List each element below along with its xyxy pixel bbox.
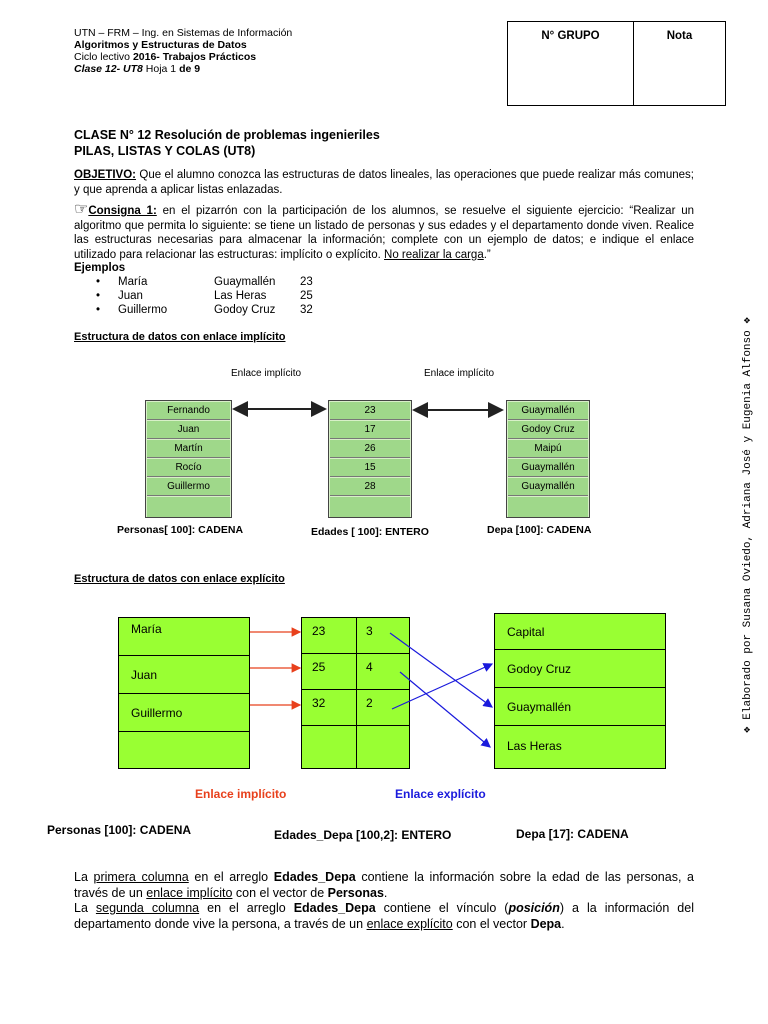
caption-edades-depa: Edades_Depa [100,2]: ENTERO [274, 828, 452, 842]
array-cell: Las Heras [507, 739, 562, 753]
array-cell: Rocío [147, 459, 230, 477]
array-cell: Guaymallén [508, 459, 588, 477]
group-number-cell[interactable]: N° GRUPO [508, 22, 634, 106]
array-cell: Guaymallén [508, 402, 588, 420]
caption-depa: Depa [100]: CADENA [487, 524, 592, 536]
implicit-arrow-label-1: Enlace implícito [231, 368, 302, 379]
paragraph-first-column: La primera columna en el arreglo Edades_Depa contiene la información sobre la edad de las personas, a través de un enlace implícito con el vector de Personas. [74, 870, 694, 900]
caption-edades: Edades [ 100]: ENTERO [311, 526, 429, 538]
legend-explicit: Enlace explícito [395, 787, 486, 801]
table-row: 25 4 [302, 654, 409, 690]
array-cell: Guaymallén [495, 688, 665, 726]
array-cell: 23 [330, 402, 410, 420]
list-item: • María Guaymallén 23 [96, 276, 313, 288]
array-cell: Godoy Cruz [495, 650, 665, 688]
array-cell: Juan [119, 656, 249, 694]
implicit-arrow-label-2: Enlace implícito [424, 368, 495, 379]
table-row: 23 3 [302, 618, 409, 654]
explicit-link-1 [390, 633, 492, 707]
header-course: Algoritmos y Estructuras de Datos [74, 39, 247, 51]
array-cell: Juan [147, 421, 230, 439]
list-item: • Guillermo Godoy Cruz 32 [96, 304, 313, 316]
array-cell: Guillermo [119, 694, 249, 732]
paragraph-second-column: La segunda columna en el arreglo Edades_Depa contiene el vínculo (posición) a la información del departamento donde vive la persona, a través de un enlace explícito con el vector Depa. [74, 901, 694, 931]
array-cell: Martín [147, 440, 230, 458]
header-institution: UTN – FRM – Ing. en Sistemas de Información [74, 27, 293, 39]
consigna-paragraph: ☞Consigna 1: en el pizarrón con la participación de los alumnos, se resuelve el siguiente ejercicio: “Realizar un algoritmo que permita lo siguiente: se tiene un listado de personas y sus edades y el departamento donde viven. Realice las estructuras necesarias para almacenar la información; complete con un ejemplo de datos; e indique el enlace utilizado para relacionar las estructuras: implícito o explícito. No realizar la carga.” [74, 201, 695, 261]
array-cell: 17 [330, 421, 410, 439]
side-credit-note: ❖ Elaborado por Susana Oviedo, Adriana José y Eugenia Alfonso ❖ [742, 317, 754, 733]
list-item: • Juan Las Heras 25 [96, 290, 313, 302]
examples-label: Ejemplos [74, 262, 126, 274]
array-cell: Godoy Cruz [508, 421, 588, 439]
explicit-section-title: Estructura de datos con enlace explícito [74, 573, 285, 585]
pointing-hand-icon: ☞ [74, 201, 89, 218]
array-cell: 26 [330, 440, 410, 458]
array-cell: Capital [495, 614, 665, 650]
array-cell: Guaymallén [508, 478, 588, 496]
array-cell: Maipú [508, 440, 588, 458]
grade-cell[interactable]: Nota [634, 22, 726, 106]
caption-personas-explicit: Personas [100]: CADENA [47, 823, 192, 837]
explanation-paragraphs [74, 870, 694, 932]
objective-paragraph: OBJETIVO: Que el alumno conozca las estructuras de datos lineales, las operaciones que puede realizar más comunes; y que aprenda a aplicar listas enlazadas. [74, 169, 694, 196]
caption-depa-explicit: Depa [17]: CADENA [516, 827, 629, 841]
header-class: Clase 12- UT8 Hoja 1 de 9 [74, 63, 201, 75]
implicit-section-title: Estructura de datos con enlace implícito [74, 331, 286, 343]
header-cycle: Ciclo lectivo 2016- Trabajos Prácticos [74, 51, 257, 63]
page-title: CLASE N° 12 Resolución de problemas ingenieriles PILAS, LISTAS Y COLAS (UT8) [74, 128, 380, 158]
array-cell: Fernando [147, 402, 230, 420]
array-cell: 28 [330, 478, 410, 496]
array-cell: Guillermo [147, 478, 230, 496]
legend-implicit: Enlace implícito [195, 787, 287, 801]
caption-personas: Personas[ 100]: CADENA [117, 524, 244, 536]
array-cell: María [119, 618, 249, 656]
explicit-link-2 [400, 672, 490, 747]
table-row: 32 2 [302, 690, 409, 726]
array-cell: 15 [330, 459, 410, 477]
